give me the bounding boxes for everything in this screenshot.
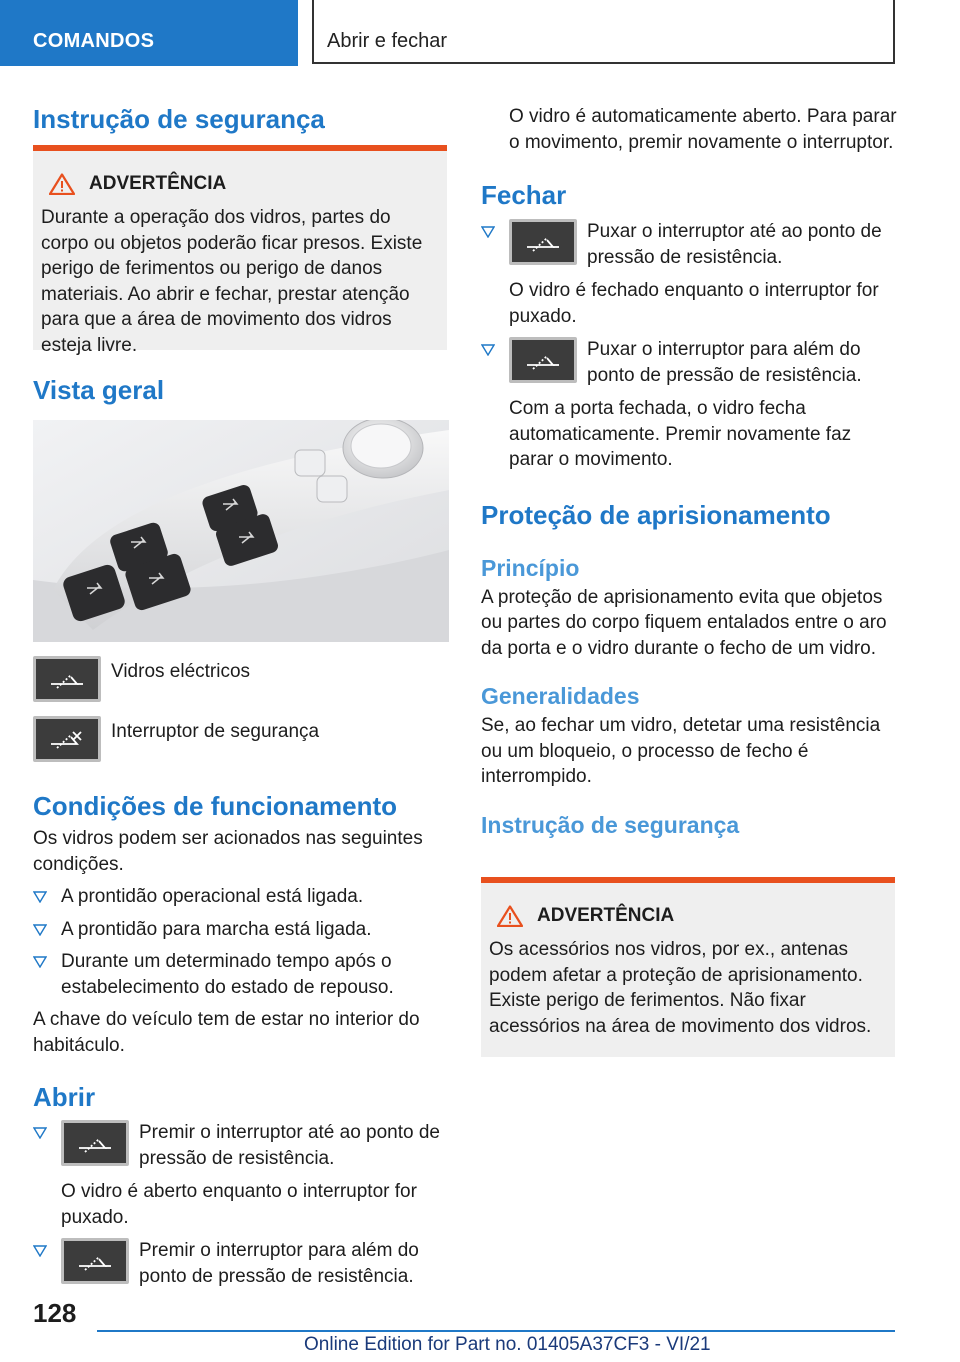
warning-label: ADVERTÊNCIA [89, 173, 227, 194]
warning-title [497, 903, 887, 929]
general-heading: Generalidades [481, 683, 640, 709]
bullet-triangle-icon [33, 891, 47, 903]
warning-title [49, 171, 439, 197]
principle-heading: Princípio [481, 554, 580, 581]
open-steps [33, 1120, 449, 1289]
window-switch-photo [33, 420, 449, 642]
warning-triangle-icon [49, 173, 75, 195]
window-switch-icon [509, 337, 577, 383]
conditions-intro: Os vidros podem ser acionados nas seguintes condições. [33, 828, 423, 875]
open-step-note: O vidro é aberto enquanto o interruptor for puxado. [61, 1181, 417, 1228]
close-heading: Fechar [481, 180, 567, 210]
close-step-note: Com a porta fechada, o vidro fecha automaticamente. Premir novamente faz parar o movimento. [509, 398, 852, 470]
window-switch-icon [33, 656, 101, 702]
open-heading: Abrir [33, 1082, 96, 1112]
list-item [481, 219, 897, 270]
conditions-note: A chave do veículo tem de estar no interior do habitáculo. [33, 1009, 420, 1056]
bullet-triangle-icon [481, 226, 495, 238]
overview-heading: Vista geral [33, 375, 165, 405]
legend-label-1: Vidros eléctricos [111, 661, 251, 682]
warning-text: Os acessórios nos vidros, por ex., antenas podem afetar a proteção de aprisionamento. Existe perigo de ferimentos. Não fixar acessórios na área de movimento dos vidros. [489, 939, 872, 1037]
bullet-triangle-icon [481, 344, 495, 356]
warning-box [33, 145, 447, 356]
conditions-section [33, 790, 449, 1058]
open-continued-text: O vidro é automaticamente aberto. Para parar o movimento, premir novamente o interruptor. [509, 106, 897, 153]
condition-item: A prontidão para marcha está ligada. [61, 918, 372, 940]
open-step-text: Premir o interruptor até ao ponto de pressão de resistência. [139, 1122, 441, 1169]
list-item [33, 949, 449, 1000]
close-step-text: Puxar o interruptor para além do ponto de pressão de resistência. [587, 339, 862, 386]
general-text: Se, ao fechar um vidro, detetar uma resistência ou um bloqueio, o processo de fecho é interrompido. [481, 715, 881, 787]
safety-heading: Instrução de segurança [33, 104, 325, 134]
legend-row-2 [33, 716, 319, 762]
warning-label: ADVERTÊNCIA [537, 905, 675, 926]
list-item [481, 337, 897, 388]
warning-triangle-icon [497, 905, 523, 927]
list-item [33, 917, 449, 943]
door-panel-illustration [33, 420, 449, 642]
footer-edition: Online Edition for Part no. 01405A37CF3 - VI/21 [304, 1334, 711, 1355]
condition-item: Durante um determinado tempo após o estabelecimento do estado de repouso. [61, 951, 394, 998]
safety-switch-icon [33, 716, 101, 762]
footer-rule [97, 1330, 895, 1332]
pinch-protection-heading: Proteção de aprisionamento [481, 499, 831, 530]
warning-box-2 [481, 877, 895, 1057]
right-column [481, 104, 897, 840]
legend-label-2: Interruptor de segurança [111, 721, 320, 742]
list-item [33, 884, 449, 910]
window-switch-icon [61, 1238, 129, 1284]
bullet-triangle-icon [33, 956, 47, 968]
principle-text: A proteção de aprisionamento evita que objetos ou partes do corpo fiquem entalados entre o aro da porta e o vidro durante o fecho de um vidro. [481, 586, 887, 659]
header-topic-label: Abrir e fechar [327, 30, 448, 52]
window-switch-icon [509, 219, 577, 265]
list-item [33, 1238, 449, 1289]
header-section-label: COMANDOS [33, 30, 155, 52]
page-number: 128 [33, 1298, 77, 1328]
warning-text: Durante a operação dos vidros, partes do corpo ou objetos poderão ficar presos. Existe perigo de ferimentos ou perigo de danos materiais. Ao abrir e fechar, prestar atenção para que a área de movimento dos vidros esteja livre. [41, 207, 423, 356]
close-step-note: O vidro é fechado enquanto o interruptor for puxado. [509, 280, 879, 327]
conditions-heading: Condições de funcionamento [33, 791, 398, 821]
safety2-heading: Instrução de segurança [481, 811, 740, 838]
open-step-text: Premir o interruptor para além do ponto de pressão de resistência. [139, 1240, 419, 1287]
legend-row-1 [33, 656, 250, 702]
close-step-text: Puxar o interruptor até ao ponto de pressão de resistência. [587, 221, 882, 268]
condition-item: A prontidão operacional está ligada. [61, 886, 364, 907]
bullet-triangle-icon [33, 1245, 47, 1257]
bullet-triangle-icon [33, 924, 47, 936]
list-item [33, 1120, 449, 1171]
header-section-tab [0, 0, 298, 66]
window-switch-icon [61, 1120, 129, 1166]
bullet-triangle-icon [33, 1127, 47, 1139]
header-topic-box [312, 0, 895, 64]
